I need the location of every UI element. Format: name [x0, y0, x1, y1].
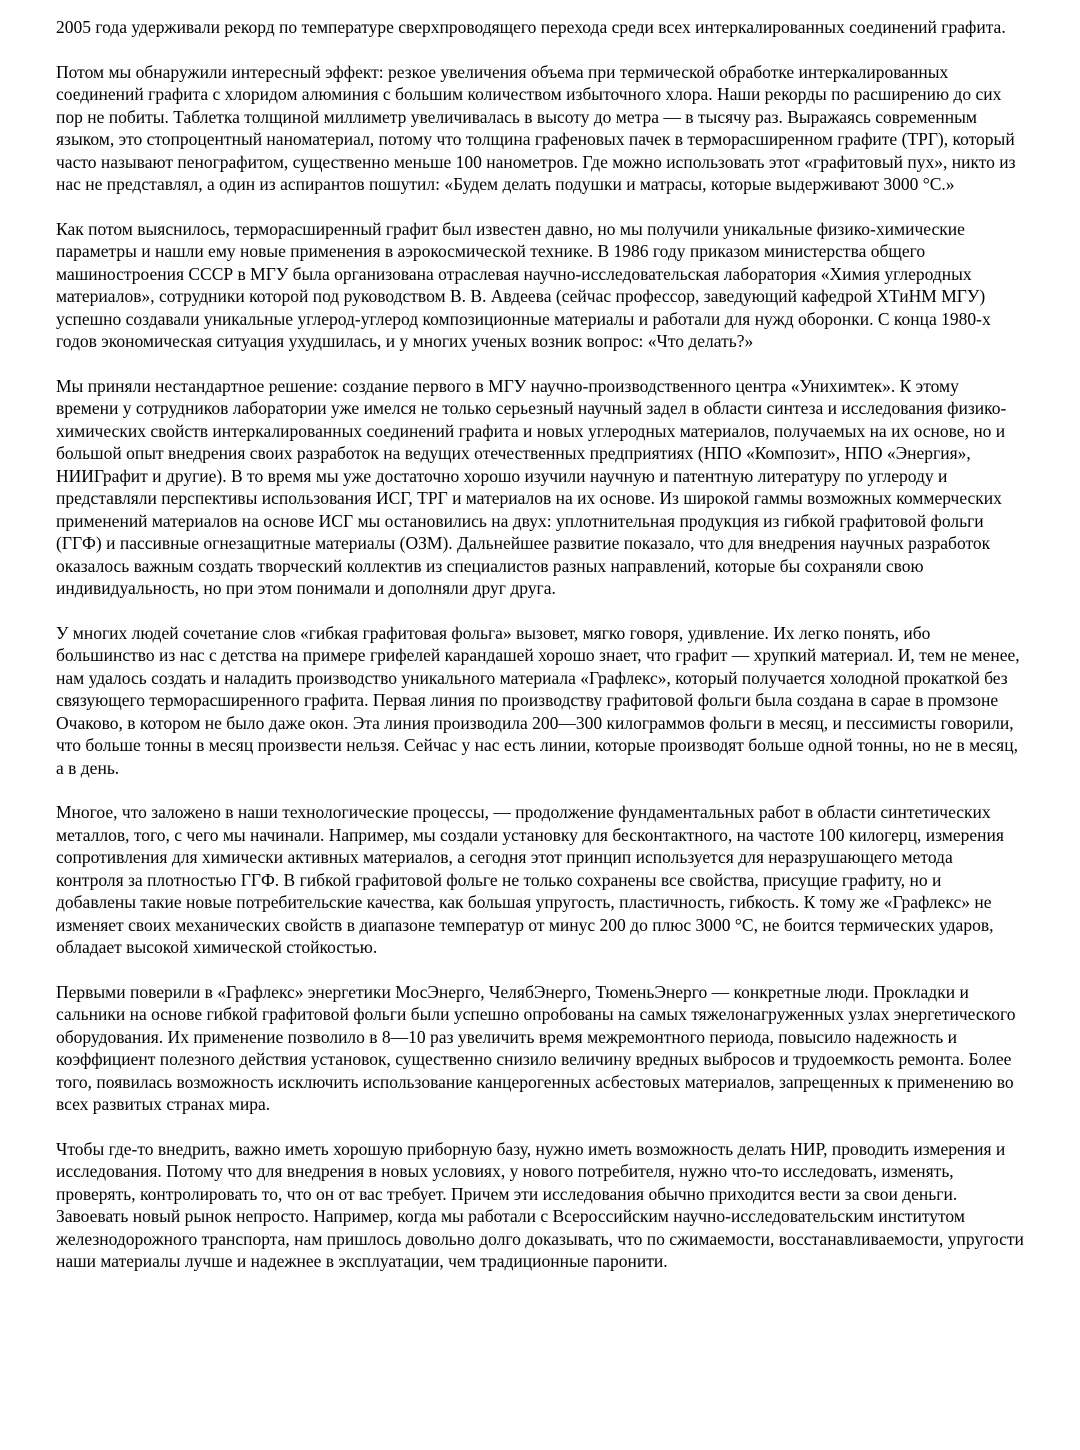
paragraph: Потом мы обнаружили интересный эффект: резкое увеличения объема при термической обработке интеркалированных соединений графита с хлоридом алюминия с большим количеством избыточного хлора. Наши рекорды по расширению до сих пор не побиты. Таблетка толщиной миллиметр увеличивалась в высоту до метра — в тысячу раз. Выражаясь современным языком, это стопроцентный наноматериал, потому что толщина графеновых пачек в терморасширенном графите (ТРГ), который часто называют пенографитом, существенно меньше 100 нанометров. Где можно использовать этот «графитовый пух», никто из нас не представлял, а один из аспирантов пошутил: «Будем делать подушки и матрасы, которые выдерживают 3000 °С.» [56, 61, 1016, 194]
paragraph: 2005 года удерживали рекорд по температуре сверхпроводящего перехода среди всех интеркалированных соединений графита. [56, 17, 1006, 37]
paragraph: Мы приняли нестандартное решение: создание первого в МГУ научно-производственного центра «Унихимтек». К этому времени у сотрудников лаборатории уже имелся не только серьезный научный задел в области синтеза и исследования физико-химических свойств интеркалированных соединений графита и новых углеродных материалов, получаемых на их основе, но и большой опыт внедрения своих разработок на ведущих отечественных предприятиях (НПО «Композит», НПО «Энергия», НИИГрафит и другие). В то время мы уже достаточно хорошо изучили научную и патентную литературу по углероду и представляли перспективы использования ИСГ, ТРГ и материалов на их основе. Из широкой гаммы возможных коммерческих применений материалов на основе ИСГ мы остановились на двух: уплотнительная продукция из гибкой графитовой фольги (ГГФ) и пассивные огнезащитные материалы (ОЗМ). Дальнейшее развитие показало, что для внедрения научных разработок оказалось важным создать творческий коллектив из специалистов разных направлений, которые бы сохраняли свою индивидуальность, но при этом понимали и дополняли друг друга. [56, 375, 1007, 598]
paragraph: Как потом выяснилось, терморасширенный графит был известен давно, но мы получили уникальные физико-химические параметры и нашли ему новые применения в аэрокосмической технике. В 1986 году приказом министерства общего машиностроения СССР в МГУ была организована отраслевая научно-исследовательская лаборатория «Химия углеродных материалов», сотрудники которой под руководством В. В. Авдеева (сейчас профессор, заведующий кафедрой ХТиНМ МГУ) успешно создавали уникальные углерод-углерод композиционные материалы и работали для нужд оборонки. С конца 1980-х годов экономическая ситуация ухудшилась, и у многих ученых возник вопрос: «Что делать?» [56, 218, 991, 351]
paragraph: Первыми поверили в «Графлекс» энергетики МосЭнерго, ЧелябЭнерго, ТюменьЭнерго — конкретные люди. Прокладки и сальники на основе гибкой графитовой фольги были успешно опробованы на самых тяжелонагруженных узлах энергетического оборудования. Их применение позволило в 8—10 раз увеличить время межремонтного периода, повысило надежность и коэффициент полезного действия установок, существенно снизило величину вредных выбросов и трудоемкость ремонта. Более того, появилась возможность исключить использование канцерогенных асбестовых материалов, запрещенных к применению во всех развитых странах мира. [56, 981, 1016, 1114]
paragraph: Чтобы где-то внедрить, важно иметь хорошую приборную базу, нужно иметь возможность делать НИР, проводить измерения и исследования. Потому что для внедрения в новых условиях, у нового потребителя, нужно что-то исследовать, изменять, проверять, контролировать то, что он от вас требует. Причем эти исследования обычно приходится вести за свои деньги. Завоевать новый рынок непросто. Например, когда мы работали с Всероссийским научно-исследовательским институтом железнодорожного транспорта, нам пришлось довольно долго доказывать, что по сжимаемости, восстанавливаемости, упругости наши материалы лучше и надежнее в эксплуатации, чем традиционные паронити. [56, 1138, 1024, 1271]
paragraph: Многое, что заложено в наши технологические процессы, — продолжение фундаментальных работ в области синтетических металлов, того, с чего мы начинали. Например, мы создали установку для бесконтактного, на частоте 100 килогерц, измерения сопротивления для химически активных материалов, а сегодня этот принцип используется для неразрушающего метода контроля за плотностью ГГФ. В гибкой графитовой фольге не только сохранены все свойства, присущие графиту, но и добавлены такие новые потребительские качества, как большая упругость, пластичность, гибкость. К тому же «Графлекс» не изменяет своих механических свойств в диапазоне температур от минус 200 до плюс 3000 °С, не боится термических ударов, обладает высокой химической стойкостью. [56, 802, 1004, 957]
paragraph: У многих людей сочетание слов «гибкая графитовая фольга» вызовет, мягко говоря, удивление. Их легко понять, ибо большинство из нас с детства на примере грифелей карандашей хорошо знает, что графит — хрупкий материал. И, тем не менее, нам удалось создать и наладить производство уникального материала «Графлекс», который получается холодной прокаткой без связующего терморасширенного графита. Первая линия по производству графитовой фольги была создана в сарае в промзоне Очаково, в котором не было даже окон. Эта линия производила 200—300 килограммов фольги в месяц, и пессимисты говорили, что больше тонны в месяц произвести нельзя. Сейчас у нас есть линии, которые производят больше одной тонны, но не в месяц, а в день. [56, 622, 1020, 778]
